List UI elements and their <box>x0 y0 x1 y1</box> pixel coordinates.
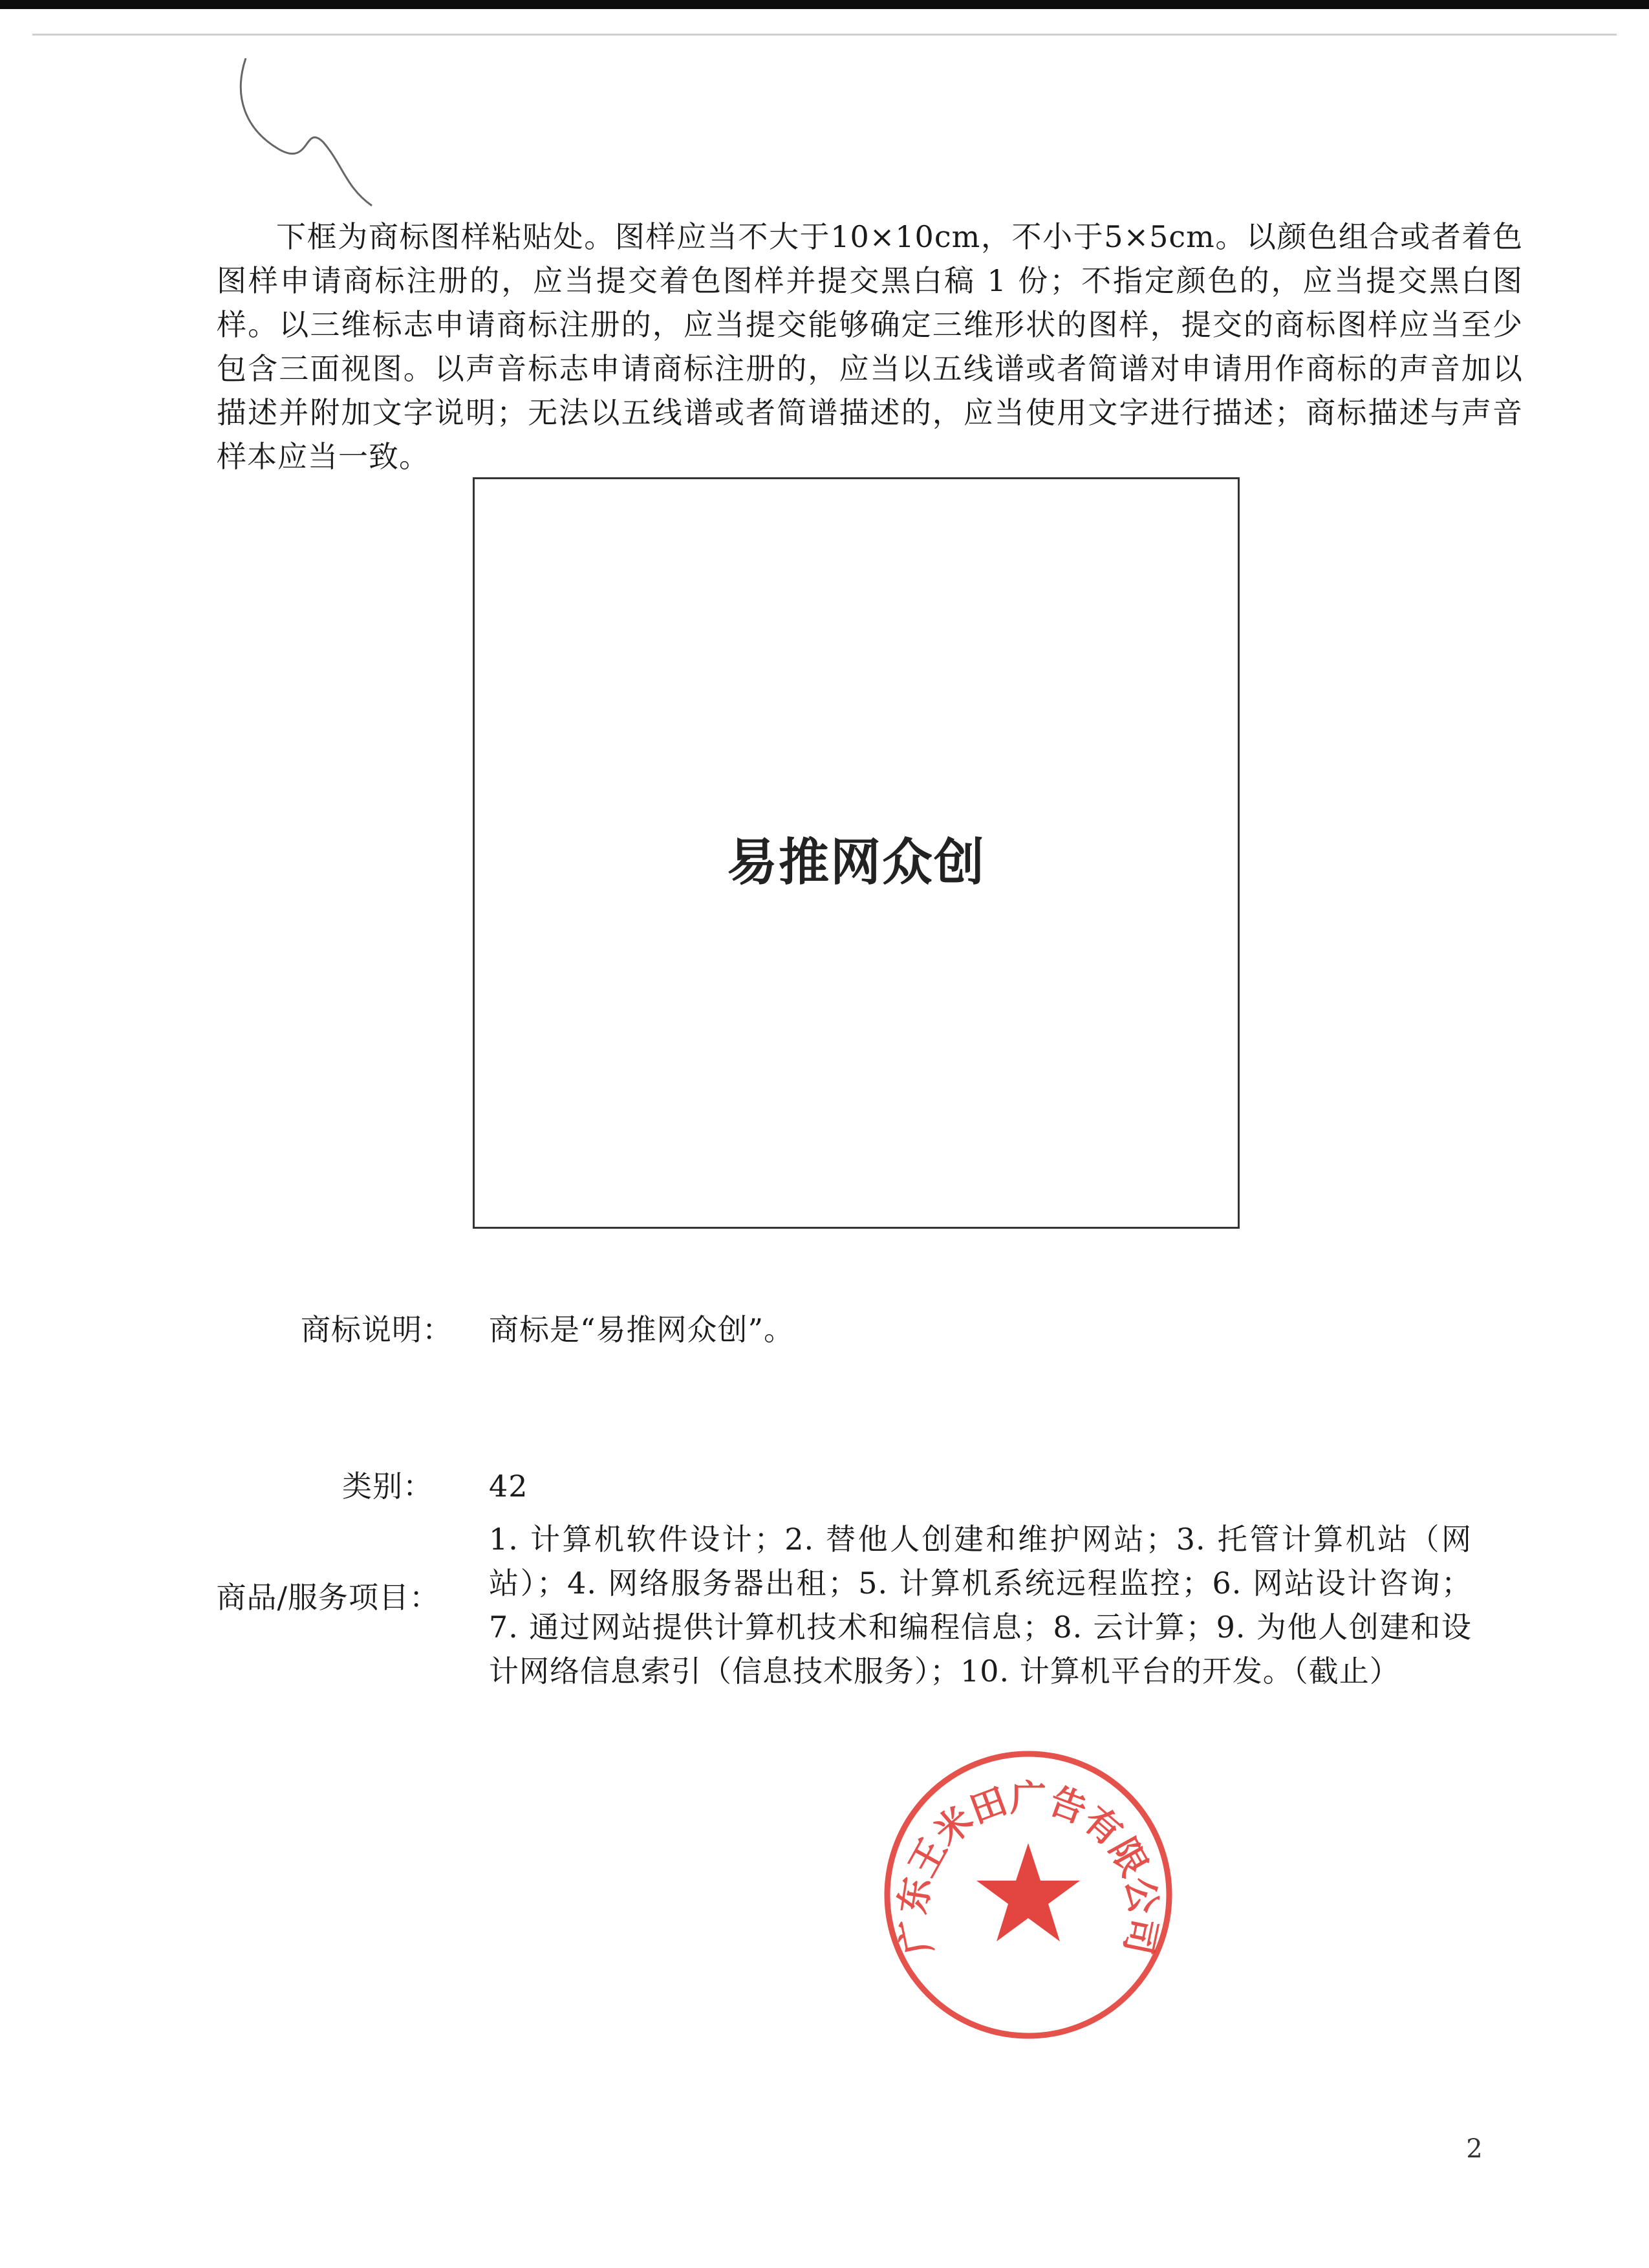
trademark-wordmark: 易推网众创 <box>726 834 986 892</box>
seal-company-name: 广东王米田广告有限公司 <box>891 1777 1165 1958</box>
scan-edge-bar <box>0 0 1649 9</box>
goods-services-value: 1. 计算机软件设计；2. 替他人创建和维护网站；3. 托管计算机站（网站）；4. 网络服务器出租；5. 计算机系统远程监控；6. 网站设计咨询；7. 通过网站提供计算机技术和编程信息；8. 云计算；9. 为他人创建和设计网络信息索引（信息技术服务）；10. 计算机平台的开发。（截止） <box>489 1522 1472 1689</box>
header-rule <box>32 34 1617 36</box>
paste-instructions: 下框为商标图样粘贴处。图样应当不大于10×10cm，不小于5×5cm。以颜色组合或者着色图样申请商标注册的，应当提交着色图样并提交黑白稿 1 份；不指定颜色的，应当提交黑白图样。以三维标志申请商标注册的，应当提交能够确定三维形状的图样，提交的商标图样应当至少包含三面视图。以声音标志申请商标注册的，应当以五线谱或者简谱对申请用作商标的声音加以描述并附加文字说明；无法以五线谱或者简谱描述的，应当使用文字进行描述；商标描述与声音样本应当一致。 <box>217 219 1523 474</box>
page-number: 2 <box>1466 2134 1483 2164</box>
company-seal-stamp <box>879 1746 1177 2044</box>
class-label: 类别： <box>342 1469 433 1504</box>
pen-mark-icon <box>233 58 375 207</box>
description-value: 商标是“易推网众创”。 <box>489 1312 795 1347</box>
trademark-image-box <box>473 477 1240 1229</box>
goods-services-label: 商品/服务项目： <box>216 1580 440 1615</box>
seal-star-icon <box>976 1843 1080 1941</box>
class-value: 42 <box>489 1469 528 1504</box>
description-label: 商标说明： <box>301 1312 453 1347</box>
